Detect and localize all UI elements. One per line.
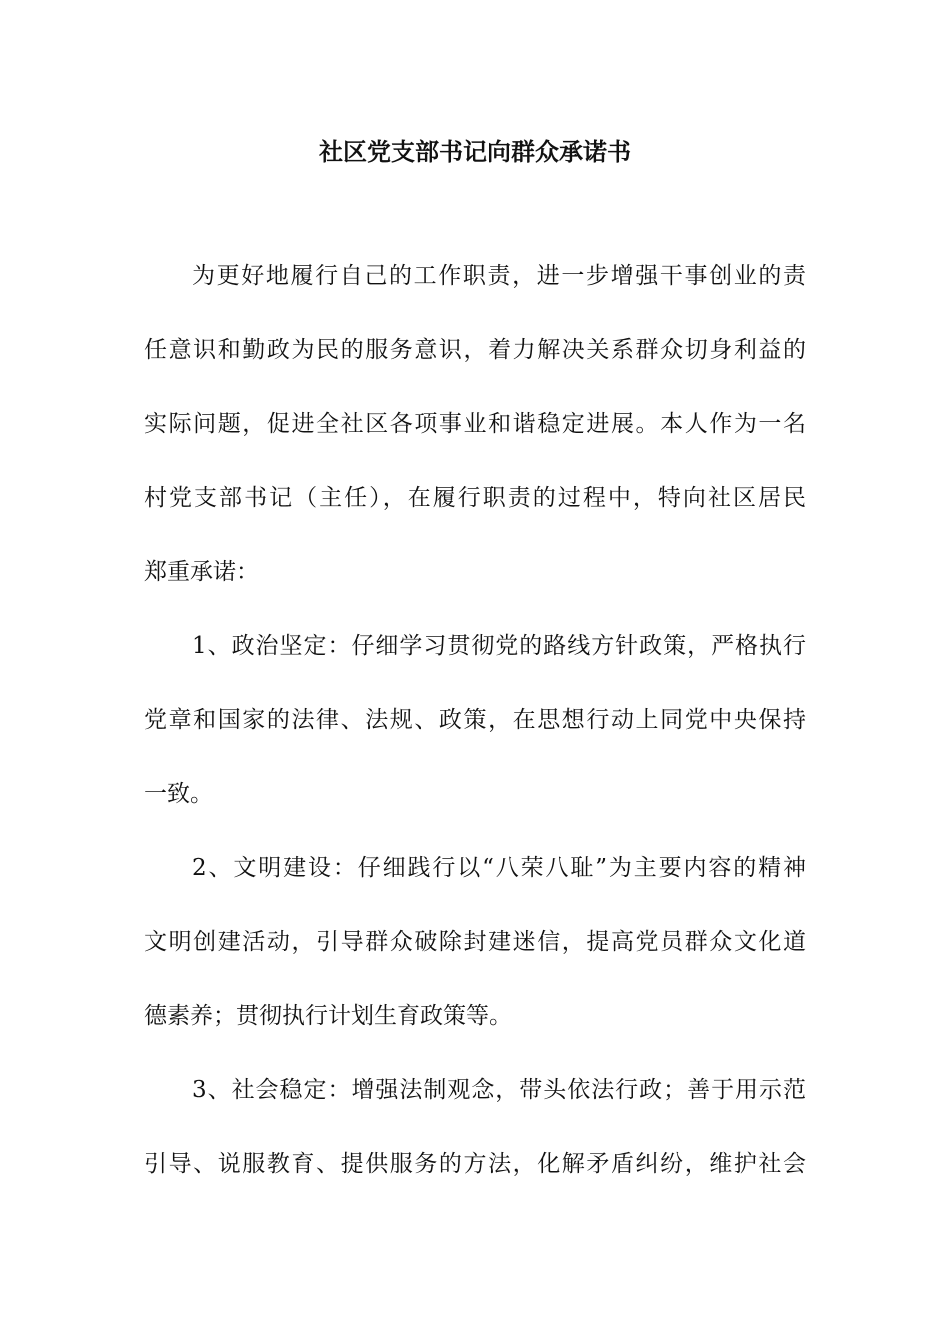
paragraph-line: 引导、说服教育、提供服务的方法，化解矛盾纠纷，维护社会 [144,1151,806,1177]
document-body [144,254,806,1216]
paragraph-line: 党章和国家的法律、法规、政策，在思想行动上同党中央保持 [144,707,806,733]
paragraph-line: 文明创建活动，引导群众破除封建迷信，提高党员群众文化道 [144,929,806,955]
paragraph-line: 村党支部书记（主任），在履行职责的过程中，特向社区居民 [144,485,806,511]
paragraph-line: 一致。 [144,781,213,807]
paragraph-line: 实际问题，促进全社区各项事业和谐稳定进展。本人作为一名 [144,411,806,437]
paragraph-line: 郑重承诺： [144,559,259,585]
paragraph-line: 1、政治坚定：仔细学习贯彻党的路线方针政策，严格执行 [192,633,806,659]
paragraph-line: 3、社会稳定：增强法制观念，带头依法行政；善于用示范 [192,1077,806,1103]
paragraph-line: 2、文明建设：仔细践行以“八荣八耻”为主要内容的精神 [192,855,806,881]
paragraph-line: 德素养；贯彻执行计划生育政策等。 [144,1003,512,1029]
paragraph-line: 任意识和勤政为民的服务意识，着力解决关系群众切身利益的 [144,337,806,363]
document-title: 社区党支部书记向群众承诺书 [319,137,631,166]
paragraph-line: 为更好地履行自己的工作职责，进一步增强干事创业的责 [192,263,806,289]
